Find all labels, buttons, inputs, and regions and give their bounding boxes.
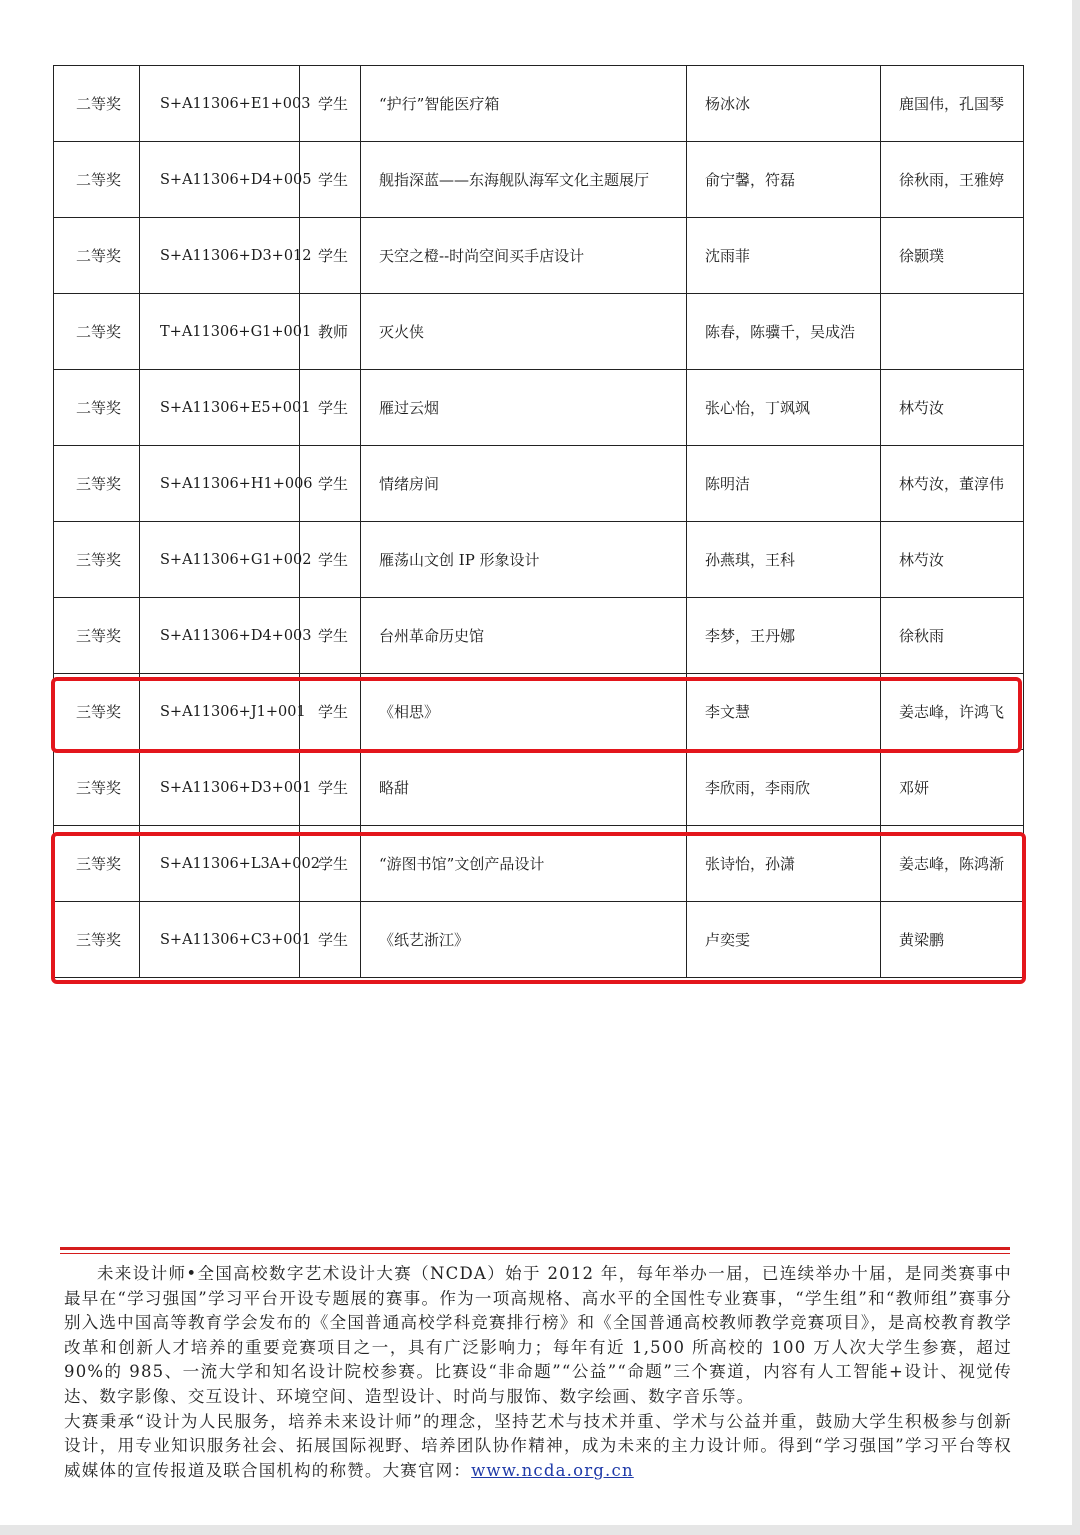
authors-cell: 李文慧 bbox=[687, 674, 881, 750]
authors-cell: 杨冰冰 bbox=[687, 66, 881, 142]
footer-text bbox=[64, 1262, 1012, 1483]
advisors-cell: 徐秋雨 bbox=[881, 598, 1024, 674]
award-cell: 二等奖 bbox=[54, 218, 140, 294]
entry-code-cell: S+A11306+E1+003 bbox=[140, 66, 300, 142]
advisors-cell: 林芍汝 bbox=[881, 370, 1024, 446]
work-title-cell: “游图书馆”文创产品设计 bbox=[361, 826, 687, 902]
award-cell: 二等奖 bbox=[54, 142, 140, 218]
table-row bbox=[54, 294, 1024, 370]
table-row bbox=[54, 750, 1024, 826]
footer-paragraph-2-text: 大赛秉承“设计为人民服务，培养未来设计师”的理念，坚持艺术与技术并重、学术与公益并重，鼓励大学生积极参与创新设计，用专业知识服务社会、拓展国际视野、培养团队协作精神，成为未来的主力设计师。得到“学习强国”学习平台等权威媒体的宣传报道及联合国机构的称赞。大赛官网： bbox=[64, 1411, 1012, 1480]
award-cell: 二等奖 bbox=[54, 66, 140, 142]
authors-cell: 孙燕琪，王科 bbox=[687, 522, 881, 598]
authors-cell: 张心怡，丁飒飒 bbox=[687, 370, 881, 446]
group-cell: 学生 bbox=[300, 902, 361, 978]
group-cell: 学生 bbox=[300, 370, 361, 446]
advisors-cell: 邓妍 bbox=[881, 750, 1024, 826]
authors-cell: 俞宁馨，符磊 bbox=[687, 142, 881, 218]
award-cell: 二等奖 bbox=[54, 370, 140, 446]
entry-code-cell: S+A11306+J1+001 bbox=[140, 674, 300, 750]
entry-code-cell: S+A11306+D3+001 bbox=[140, 750, 300, 826]
group-cell: 学生 bbox=[300, 750, 361, 826]
entry-code-cell: S+A11306+D3+012 bbox=[140, 218, 300, 294]
advisors-cell: 姜志峰，许鸿飞 bbox=[881, 674, 1024, 750]
group-cell: 学生 bbox=[300, 522, 361, 598]
award-cell: 三等奖 bbox=[54, 674, 140, 750]
table-row bbox=[54, 598, 1024, 674]
group-cell: 学生 bbox=[300, 66, 361, 142]
footer-paragraph-1: 未来设计师•全国高校数字艺术设计大赛（NCDA）始于 2012 年，每年举办一届，已连续举办十届，是同类赛事中最早在“学习强国”学习平台开设专题展的赛事。作为一项高规格、高水平的全国性专业赛事，“学生组”和“教师组”赛事分别入选中国高等教育学会发布的《全国普通高校学科竞赛排行榜》和《全国普通高校教师教学竞赛项目》，是高校教育教学改革和创新人才培养的重要竞赛项目之一，具有广泛影响力；每年有近 1,500 所高校的 100 万人次大学生参赛，超过 90%的 985、一流大学和知名设计院校参赛。比赛设“非命题”“公益”“命题”三个赛道，内容有人工智能+设计、视觉传达、数字影像、交互设计、环境空间、造型设计、时尚与服饰、数字绘画、数字音乐等。 bbox=[64, 1264, 1012, 1406]
awards-table bbox=[53, 65, 1024, 978]
advisors-cell bbox=[881, 294, 1024, 370]
awards-table-body bbox=[54, 66, 1024, 978]
page-edge-right bbox=[1072, 0, 1080, 1535]
advisors-cell: 姜志峰，陈鸿渐 bbox=[881, 826, 1024, 902]
table-row bbox=[54, 674, 1024, 750]
authors-cell: 沈雨菲 bbox=[687, 218, 881, 294]
work-title-cell: 《纸艺浙江》 bbox=[361, 902, 687, 978]
group-cell: 教师 bbox=[300, 294, 361, 370]
authors-cell: 李欣雨，李雨欣 bbox=[687, 750, 881, 826]
award-cell: 三等奖 bbox=[54, 598, 140, 674]
website-link[interactable]: www.ncda.org.cn bbox=[471, 1460, 634, 1480]
advisors-cell: 徐颢璞 bbox=[881, 218, 1024, 294]
entry-code-cell: S+A11306+E5+001 bbox=[140, 370, 300, 446]
group-cell: 学生 bbox=[300, 142, 361, 218]
work-title-cell: 台州革命历史馆 bbox=[361, 598, 687, 674]
entry-code-cell: S+A11306+G1+002 bbox=[140, 522, 300, 598]
award-cell: 三等奖 bbox=[54, 522, 140, 598]
group-cell: 学生 bbox=[300, 446, 361, 522]
table-row bbox=[54, 446, 1024, 522]
work-title-cell: 略甜 bbox=[361, 750, 687, 826]
entry-code-cell: S+A11306+L3A+002 bbox=[140, 826, 300, 902]
group-cell: 学生 bbox=[300, 674, 361, 750]
entry-code-cell: S+A11306+D4+003 bbox=[140, 598, 300, 674]
entry-code-cell: S+A11306+D4+005 bbox=[140, 142, 300, 218]
entry-code-cell: S+A11306+C3+001 bbox=[140, 902, 300, 978]
table-row bbox=[54, 218, 1024, 294]
award-cell: 三等奖 bbox=[54, 750, 140, 826]
award-cell: 二等奖 bbox=[54, 294, 140, 370]
authors-cell: 卢奕雯 bbox=[687, 902, 881, 978]
authors-cell: 李梦，王丹娜 bbox=[687, 598, 881, 674]
table-row bbox=[54, 142, 1024, 218]
work-title-cell: 情绪房间 bbox=[361, 446, 687, 522]
authors-cell: 陈明洁 bbox=[687, 446, 881, 522]
award-cell: 三等奖 bbox=[54, 446, 140, 522]
authors-cell: 陈春，陈骥千，吴成浩 bbox=[687, 294, 881, 370]
advisors-cell: 鹿国伟，孔国琴 bbox=[881, 66, 1024, 142]
group-cell: 学生 bbox=[300, 826, 361, 902]
page-edge-bottom bbox=[0, 1525, 1080, 1535]
work-title-cell: 《相思》 bbox=[361, 674, 687, 750]
table-row bbox=[54, 370, 1024, 446]
work-title-cell: 雁荡山文创 IP 形象设计 bbox=[361, 522, 687, 598]
table-row bbox=[54, 522, 1024, 598]
advisors-cell: 林芍汝 bbox=[881, 522, 1024, 598]
work-title-cell: 天空之橙--时尚空间买手店设计 bbox=[361, 218, 687, 294]
award-cell: 三等奖 bbox=[54, 826, 140, 902]
advisors-cell: 徐秋雨，王雅婷 bbox=[881, 142, 1024, 218]
table-row bbox=[54, 826, 1024, 902]
footer-divider-thin bbox=[60, 1253, 1010, 1254]
award-cell: 三等奖 bbox=[54, 902, 140, 978]
table-row bbox=[54, 902, 1024, 978]
group-cell: 学生 bbox=[300, 218, 361, 294]
advisors-cell: 黄梁鹏 bbox=[881, 902, 1024, 978]
work-title-cell: 灭火侠 bbox=[361, 294, 687, 370]
entry-code-cell: T+A11306+G1+001 bbox=[140, 294, 300, 370]
table-row bbox=[54, 66, 1024, 142]
footer-divider-thick bbox=[60, 1247, 1010, 1250]
footer-paragraph-2 bbox=[64, 1410, 1012, 1484]
advisors-cell: 林芍汝，董淳伟 bbox=[881, 446, 1024, 522]
work-title-cell: 舰指深蓝——东海舰队海军文化主题展厅 bbox=[361, 142, 687, 218]
authors-cell: 张诗怡，孙潇 bbox=[687, 826, 881, 902]
entry-code-cell: S+A11306+H1+006 bbox=[140, 446, 300, 522]
group-cell: 学生 bbox=[300, 598, 361, 674]
work-title-cell: “护行”智能医疗箱 bbox=[361, 66, 687, 142]
work-title-cell: 雁过云烟 bbox=[361, 370, 687, 446]
